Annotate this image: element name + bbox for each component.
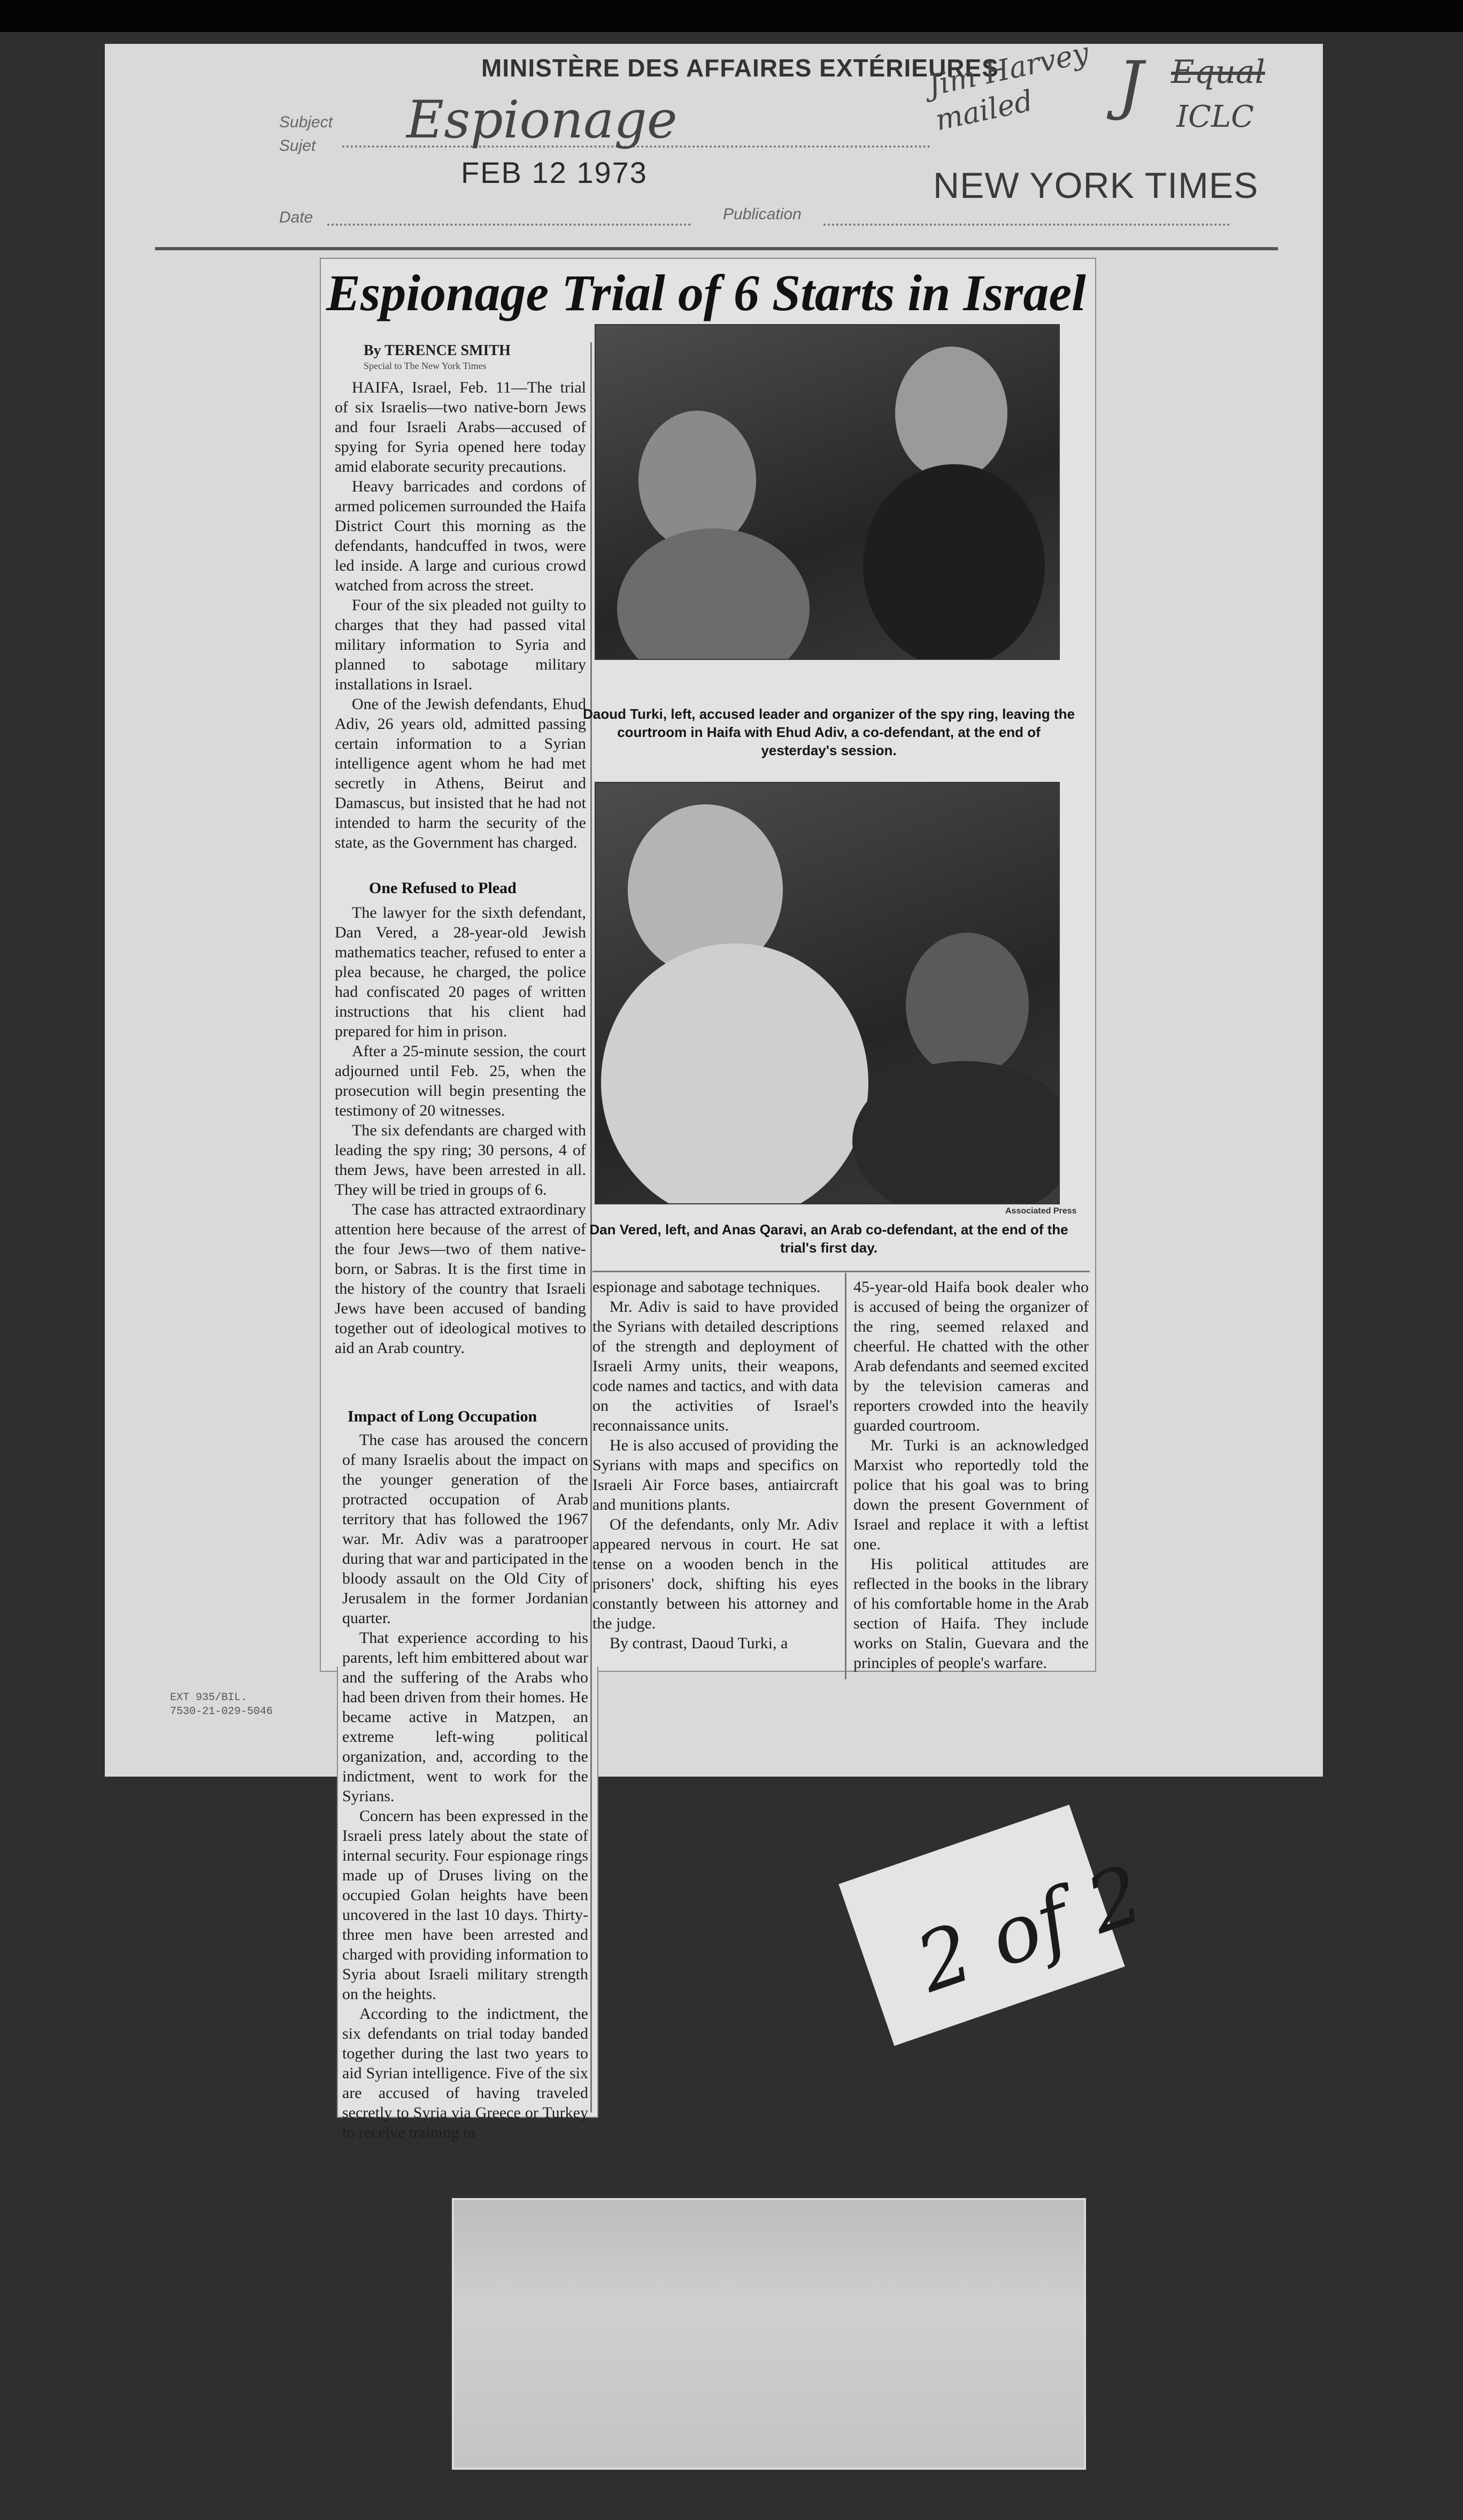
paragraph: 45-year-old Haifa book dealer who is accused of being the organizer of the ring, seemed relaxed and cheerful. He chatted with the other Arab defendants and seemed excited by the television cameras and reporters crowded into the heavily guarded courtroom.: [853, 1278, 1089, 1434]
handwritten-initial: J: [1118, 48, 1144, 122]
publication-name: NEW YORK TIMES: [933, 165, 1259, 206]
article-column-1b: [335, 903, 586, 1358]
blank-film-frame: [452, 2198, 1086, 2470]
article-headline: Espionage Trial of 6 Starts in Israel: [326, 264, 1086, 321]
header-divider: [155, 247, 1278, 250]
sujet-label: Sujet: [279, 137, 316, 155]
paragraph: Four of the six pleaded not guilty to charges that they had passed vital military information to Syria and planned to sabotage military installations in Israel.: [335, 596, 586, 693]
subject-handwritten: Espionage: [406, 90, 677, 150]
article-column-2: [592, 1277, 838, 1653]
photo-figure-right: [906, 933, 1029, 1077]
photo-caption-1: Daoud Turki, left, accused leader and organizer of the spy ring, leaving the courtroom in Haifa with Ehud Adiv, a co-defendant, at the end of yesterday's session.: [583, 706, 1075, 758]
note-card-text: 2 of 2: [905, 1847, 1154, 2011]
article-byline: By TERENCE SMITH: [364, 342, 511, 359]
publication-label: Publication: [723, 205, 802, 223]
caption-rule: [592, 1271, 1090, 1272]
paragraph: Mr. Turki is an acknowledged Marxist who reportedly told the police that his goal was to bring down the present Government of Israel and replace it with a leftist one.: [853, 1436, 1089, 1553]
article-source: Special to The New York Times: [364, 360, 487, 371]
handwritten-code: ICLC: [1176, 99, 1254, 134]
paragraph: His political attitudes are reflected in the books in the library of his comfortable home in the Arab section of Haifa. They include works on Stalin, Guevara and the principles of people's warfare.: [853, 1555, 1089, 1672]
date-label: Date: [279, 209, 313, 226]
subject-label: Subject: [279, 113, 333, 131]
paragraph: The case has aroused the concern of many Israelis about the impact on the younger generation of the protracted occupation of Arab territory that has followed the 1967 war. Mr. Adiv was a paratrooper during that war and participated in the bloody assault on the Old City of Jerusalem in the former Jordanian quarter.: [342, 1431, 588, 1627]
paragraph: The six defendants are charged with leading the spy ring; 30 persons, 4 of them Jews, have been arrested in all. They will be tried in groups of 6.: [335, 1121, 586, 1198]
paragraph: Of the defendants, only Mr. Adiv appeared nervous in court. He sat tense on a wooden bench in the prisoners' dock, shifting his eyes constantly between his attorney and the judge.: [592, 1516, 838, 1632]
paragraph: The lawyer for the sixth defendant, Dan Vered, a 28-year-old Jewish mathematics teacher, refused to enter a plea because, he charged, the police had confiscated 20 pages of written instructions that his client had prepared for him in prison.: [335, 904, 586, 1040]
photo-figure-right-body: [863, 464, 1045, 660]
paragraph: Concern has been expressed in the Israeli press lately about the state of internal security. Four espionage rings made up of Druses living on the occupied Golan heights have been uncovered in the last 10 days. Thirty-three men have been arrested and charged with providing information to Syria about Israeli military strength on the heights.: [342, 1807, 588, 2003]
ministry-header: MINISTÈRE DES AFFAIRES EXTÉRIEURES: [481, 54, 999, 82]
paragraph: espionage and sabotage techniques.: [592, 1278, 821, 1296]
paragraph: Mr. Adiv is said to have provided the Syrians with detailed descriptions of the strength and deployment of Israeli Army units, their weapons, code names and tactics, and with data on the activities of Israel's reconnaissance units.: [592, 1298, 838, 1434]
subheading-one-refused: One Refused to Plead: [369, 879, 517, 897]
photo-figure-left-body: [601, 943, 868, 1204]
photo-credit: Associated Press: [1005, 1207, 1077, 1216]
paragraph: That experience according to his parents, left him embittered about war and the suffering of the Arabs who had been driven from their homes. He became active in Matzpen, an extreme left-wing political organization, and, according to the indictment, went to work for the Syrians.: [342, 1629, 588, 1805]
photo-vered-qaravi: [595, 782, 1060, 1204]
publication-line: [823, 224, 1230, 226]
paragraph: Heavy barricades and cordons of armed policemen surrounded the Haifa District Court this morning as the defendants, handcuffed in twos, were led inside. A large and curious crowd watched from across the street.: [335, 478, 586, 594]
subheading-long-occupation: Impact of Long Occupation: [348, 1408, 537, 1425]
form-code: EXT 935/BIL. 7530-21-029-5046: [170, 1692, 273, 1718]
photo-turki-adiv: [595, 324, 1060, 660]
article-column-1c: [342, 1430, 588, 2142]
paragraph: HAIFA, Israel, Feb. 11—The trial of six Israelis—two native-born Jews and four Israeli Arabs—accused of spying for Syria opened here today amid elaborate security precautions.: [335, 379, 586, 475]
paragraph: After a 25-minute session, the court adjourned until Feb. 25, when the prosecution will begin presenting the testimony of 20 witnesses.: [335, 1042, 586, 1119]
paragraph: By contrast, Daoud Turki, a: [610, 1634, 788, 1652]
date-stamp: FEB 12 1973: [461, 156, 648, 189]
paragraph: He is also accused of providing the Syrians with maps and specifics on Israeli Air Force bases, antiaircraft and munitions plants.: [592, 1436, 838, 1513]
photo-figure-right: [895, 347, 1007, 480]
photo-figure-right-body: [852, 1061, 1060, 1204]
paragraph: One of the Jewish defendants, Ehud Adiv, 26 years old, admitted passing certain information to a Syrian intelligence agent whom he had met secretly in Athens, Beirut and Damascus, but insisted that he had not intended to harm the security of the state, as the Government has charged.: [335, 695, 586, 851]
film-top-border: [0, 0, 1463, 32]
photo-caption-2: Dan Vered, left, and Anas Qaravi, an Arab co-defendant, at the end of the trial's first day.: [589, 1221, 1068, 1256]
handwritten-routing-note: Jim Harvey mailed: [925, 35, 1092, 137]
article-column-3: [853, 1277, 1089, 1673]
photo-figure-left-body: [617, 528, 810, 660]
paragraph: According to the indictment, the six defendants on trial today banded together during the last two years to aid Syrian intelligence. Five of the six are accused of having traveled secretly to Syria via Greece or Turkey to receive training in: [342, 2005, 588, 2141]
article-column-1: [335, 378, 586, 852]
date-line: [327, 224, 691, 226]
paragraph: The case has attracted extraordinary attention here because of the arrest of the four Jews—two of them native-born, or Sabras. It is the first time in the history of the country that Israeli Jews have been accused of banding together out of ideological motives to aid an Arab country.: [335, 1201, 586, 1357]
crossed-out-note: Equal: [1171, 53, 1265, 91]
column-divider: [845, 1273, 846, 1679]
